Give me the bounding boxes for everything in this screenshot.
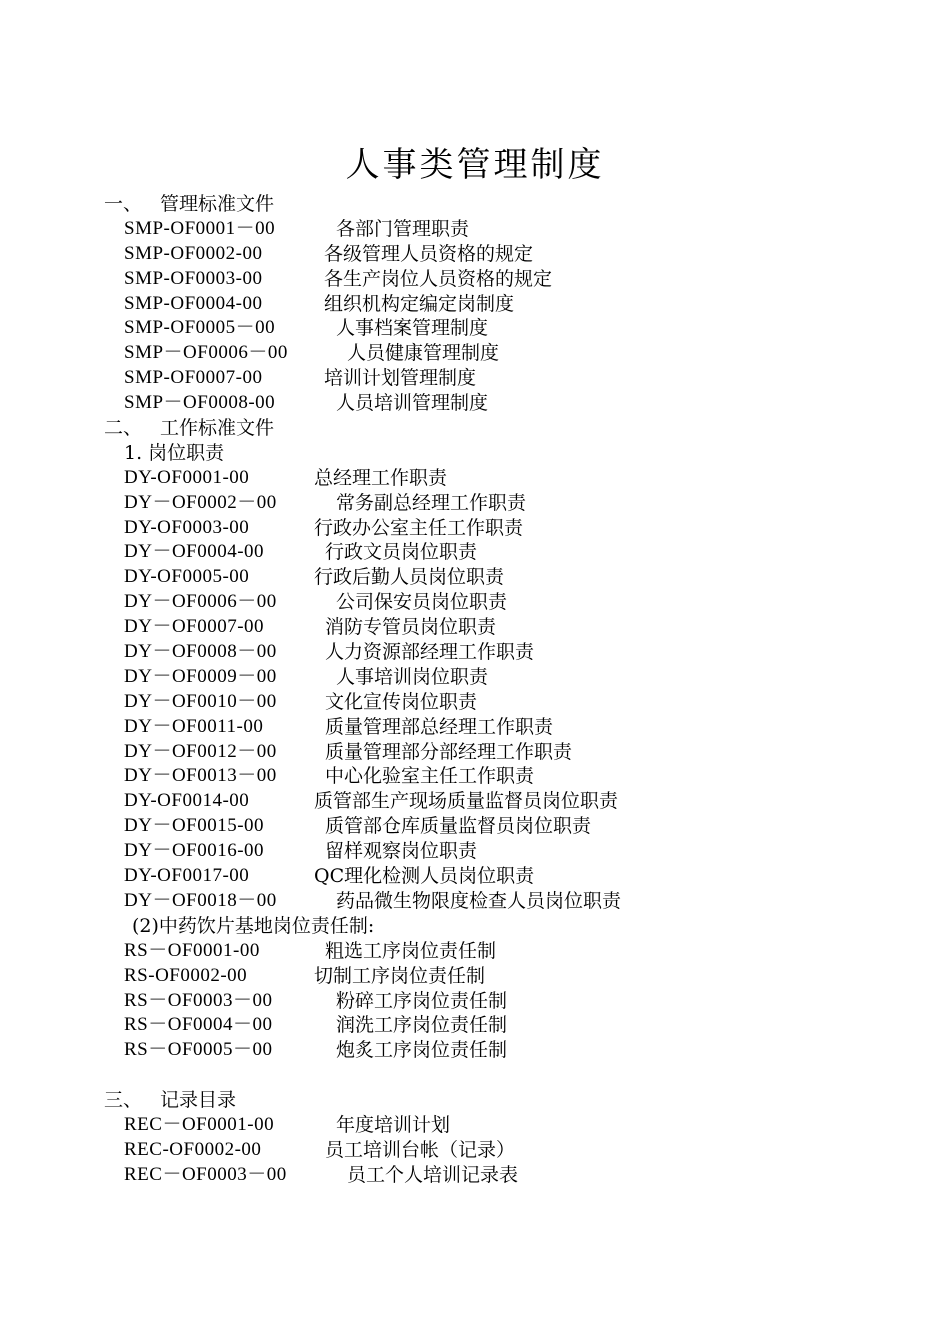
list-item: [104, 665, 804, 690]
list-item: [104, 491, 804, 516]
document-code: SMP-OF0001－00: [124, 217, 276, 239]
document-code: RS－OF0001-00: [124, 939, 260, 961]
document-code: DY-OF0001-00: [124, 466, 250, 488]
document-code: DY-OF0017-00: [124, 865, 250, 887]
list-item: [104, 864, 804, 889]
document-title: 质量管理部总经理工作职责: [325, 715, 554, 738]
document-code: RS－OF0005－00: [124, 1039, 273, 1061]
document-code: DY－OF0007-00: [124, 616, 265, 638]
document-title: 人员健康管理制度: [347, 342, 500, 365]
document-code: REC－OF0003－00: [124, 1163, 287, 1185]
list-item: [104, 1138, 804, 1163]
document-title: 各生产岗位人员资格的规定: [324, 267, 553, 290]
document-code: DY－OF0018－00: [124, 889, 277, 911]
document-code: DY－OF0010－00: [124, 690, 277, 712]
list-item: [104, 267, 804, 292]
document-title: 药品微生物限度检查人员岗位职责: [336, 889, 622, 912]
document-title: 常务副总经理工作职责: [336, 491, 527, 514]
subsection-heading: 1. 岗位职责: [124, 441, 225, 464]
document-code: DY-OF0003-00: [124, 516, 250, 538]
list-item: [104, 814, 804, 839]
document-title: 总经理工作职责: [314, 466, 448, 489]
document-code: DY－OF0013－00: [124, 765, 277, 787]
document-code: DY－OF0012－00: [124, 740, 277, 762]
list-item: [104, 740, 804, 765]
list-item: [104, 690, 804, 715]
document-content: [104, 192, 804, 1188]
list-item: [104, 466, 804, 491]
list-item: [104, 341, 804, 366]
document-code: DY－OF0016-00: [124, 840, 265, 862]
document-title: 各部门管理职责: [336, 217, 470, 240]
document-title: 人事培训岗位职责: [336, 665, 489, 688]
list-item: [104, 1038, 804, 1063]
list-item: [104, 789, 804, 814]
document-code: DY-OF0014-00: [124, 790, 250, 812]
section-number: 三、: [104, 1089, 143, 1112]
document-title: 行政办公室主任工作职责: [314, 516, 524, 539]
document-code: DY－OF0015-00: [124, 815, 265, 837]
document-title: 各级管理人员资格的规定: [324, 242, 534, 265]
document-code: DY－OF0006－00: [124, 591, 277, 613]
section-number: 一、: [104, 193, 143, 215]
document-title: 人员培训管理制度: [336, 392, 489, 415]
section-heading: [104, 192, 804, 217]
document-title: 员工个人培训记录表: [347, 1163, 519, 1186]
document-title: 润洗工序岗位责任制: [336, 1014, 508, 1037]
document-code: DY－OF0008－00: [124, 641, 277, 663]
document-title: 消防专管员岗位职责: [325, 616, 497, 639]
section-number: 二、: [104, 417, 143, 440]
document-code: DY－OF0004-00: [124, 541, 265, 563]
document-code: SMP-OF0004-00: [124, 292, 263, 314]
list-item: [104, 540, 804, 565]
document-code: SMP－OF0008-00: [124, 392, 276, 414]
list-item: [104, 1013, 804, 1038]
document-code: REC－OF0001-00: [124, 1113, 275, 1135]
document-code: REC-OF0002-00: [124, 1138, 262, 1160]
document-title: 质管部仓库质量监督员岗位职责: [325, 815, 592, 838]
document-title: 年度培训计划: [336, 1113, 451, 1136]
document-title: 粗选工序岗位责任制: [325, 939, 497, 962]
document-title: 粉碎工序岗位责任制: [336, 989, 508, 1012]
list-item: [104, 939, 804, 964]
document-title: 质管部生产现场质量监督员岗位职责: [314, 790, 619, 813]
subsection-heading: (2)中药饮片基地岗位责任制:: [132, 914, 375, 937]
document-title: QC理化检测人员岗位职责: [314, 865, 535, 888]
list-item: [104, 889, 804, 914]
document-code: SMP－OF0006－00: [124, 342, 288, 364]
list-item: [104, 391, 804, 416]
document-title: 行政后勤人员岗位职责: [314, 566, 505, 589]
document-code: SMP-OF0007-00: [124, 367, 263, 389]
document-code: SMP-OF0002-00: [124, 242, 263, 264]
list-item: [104, 1163, 804, 1188]
section-heading: [104, 1088, 804, 1113]
list-item: [104, 590, 804, 615]
list-item: [104, 366, 804, 391]
list-item: [104, 989, 804, 1014]
list-item: [104, 292, 804, 317]
list-item: [104, 516, 804, 541]
list-item: [104, 715, 804, 740]
document-title: 炮炙工序岗位责任制: [336, 1039, 508, 1062]
document-title: 行政文员岗位职责: [325, 541, 478, 564]
list-item: [104, 316, 804, 341]
blank-line: [104, 1063, 804, 1088]
list-item: [104, 217, 804, 242]
document-title: 人事档案管理制度: [336, 317, 489, 340]
document-title: 留样观察岗位职责: [325, 840, 478, 863]
document-title: 员工培训台帐（记录）: [325, 1138, 516, 1161]
list-item: [104, 640, 804, 665]
section-label: 记录目录: [160, 1089, 237, 1112]
section-label: 管理标准文件: [160, 193, 275, 215]
section-heading: [104, 416, 804, 441]
list-item: [104, 839, 804, 864]
document-title: 文化宣传岗位职责: [325, 690, 478, 713]
document-code: SMP-OF0005－00: [124, 317, 276, 339]
document-title: 质量管理部分部经理工作职责: [325, 740, 573, 763]
list-item: [104, 615, 804, 640]
document-title: 人力资源部经理工作职责: [325, 641, 535, 664]
document-title: 培训计划管理制度: [324, 367, 477, 390]
document-code: RS-OF0002-00: [124, 964, 248, 986]
list-item: [104, 565, 804, 590]
document-title: 中心化验室主任工作职责: [325, 765, 535, 788]
document-code: DY－OF0002－00: [124, 491, 277, 513]
document-code: DY－OF0009－00: [124, 665, 277, 687]
page-title: 人事类管理制度: [345, 145, 605, 185]
list-item: [104, 764, 804, 789]
section-label: 工作标准文件: [160, 417, 275, 440]
document-code: DY-OF0005-00: [124, 566, 250, 588]
document-code: RS－OF0004－00: [124, 1014, 273, 1036]
document-code: SMP-OF0003-00: [124, 267, 263, 289]
document-title: 切制工序岗位责任制: [314, 964, 486, 987]
document-code: DY－OF0011-00: [124, 715, 264, 737]
list-item: [104, 242, 804, 267]
document-code: RS－OF0003－00: [124, 989, 273, 1011]
document-title: 公司保安员岗位职责: [336, 591, 508, 614]
document-title: 组织机构定编定岗制度: [324, 292, 515, 315]
list-item: [104, 1113, 804, 1138]
list-item: [104, 964, 804, 989]
